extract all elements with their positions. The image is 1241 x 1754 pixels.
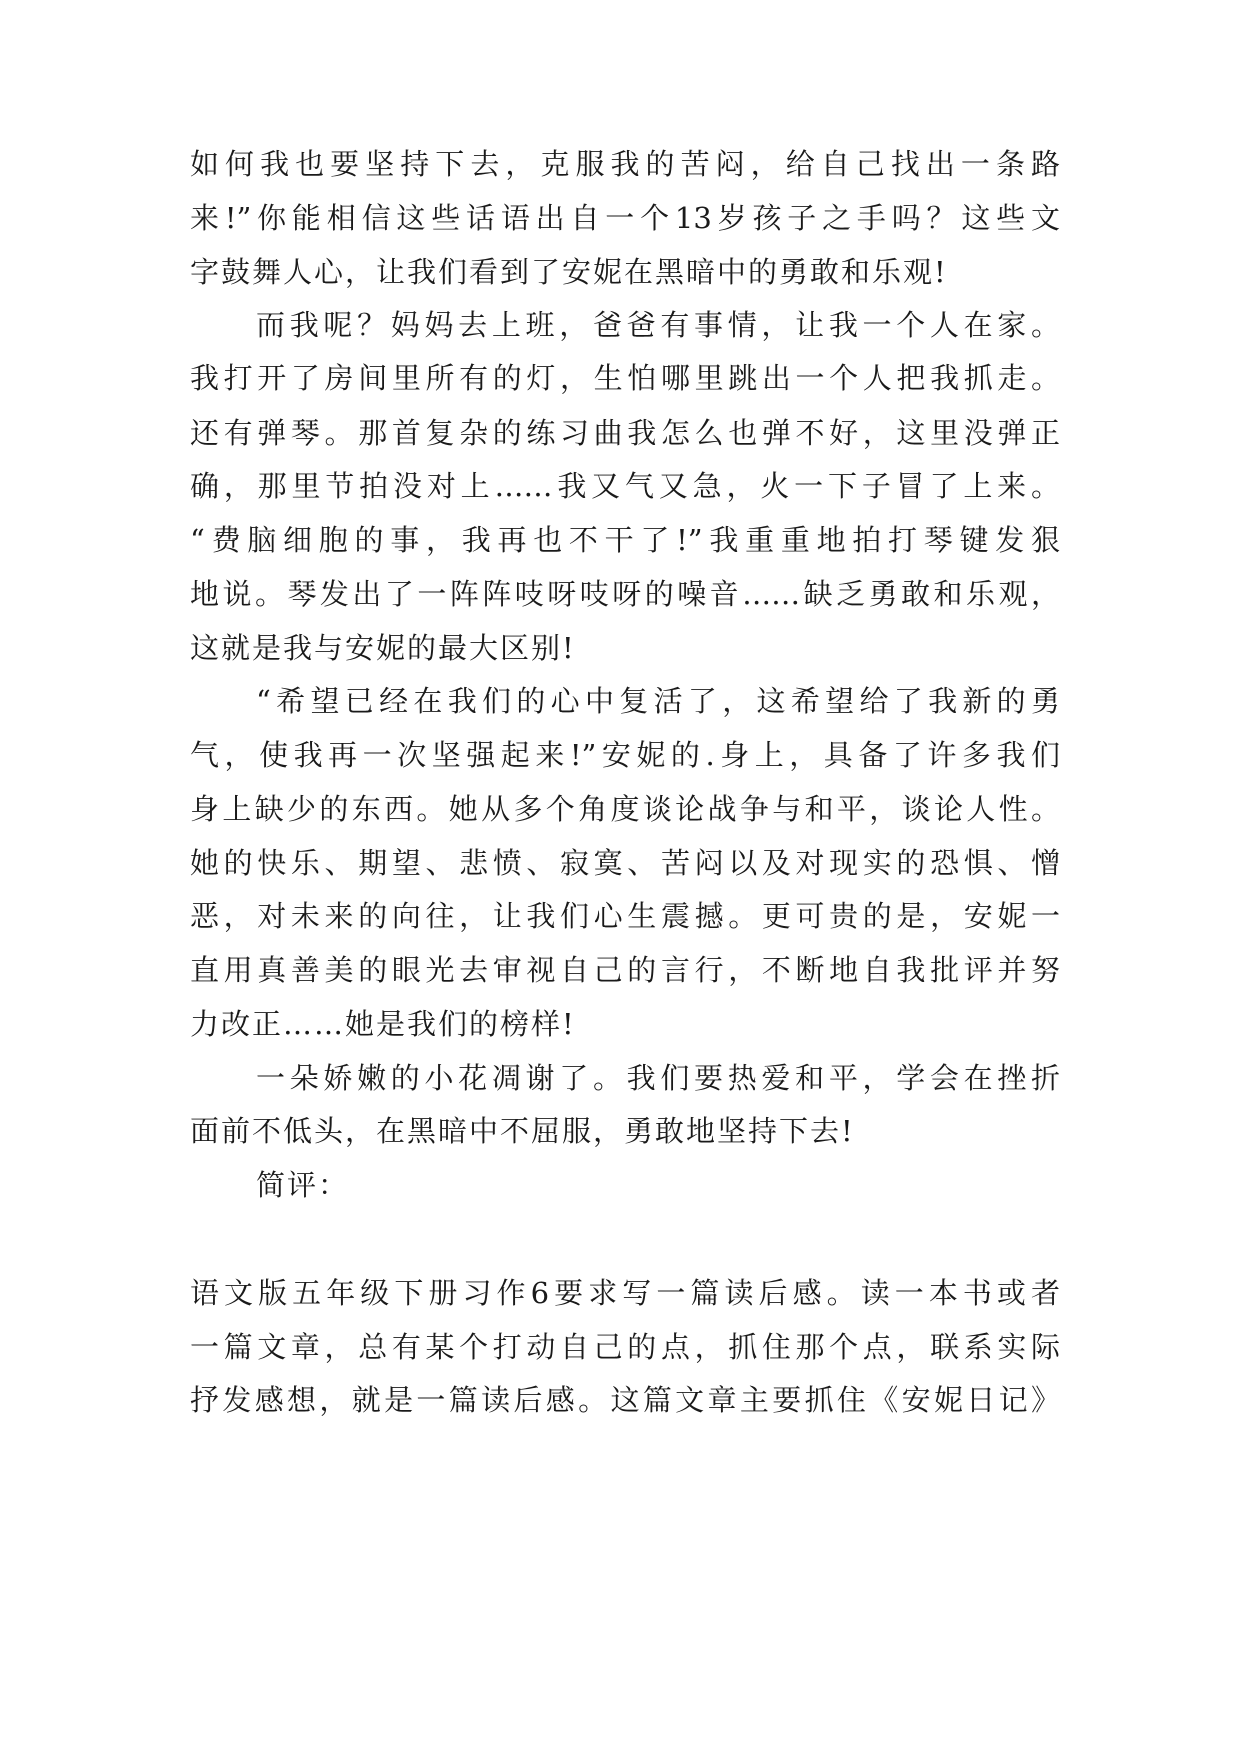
text-line: 字鼓舞人心，让我们看到了安妮在黑暗中的勇敢和乐观! (190, 255, 948, 289)
text-line: 直用真善美的眼光去审视自己的言行，不断地自我批评并努 (190, 953, 1060, 987)
text-line: 抒发感想，就是一篇读后感。这篇文章主要抓住《安妮日记》 (190, 1383, 1060, 1417)
text-line: 她的快乐、期望、悲愤、寂寞、苦闷以及对现实的恐惧、憎 (190, 846, 1060, 880)
text-line: 语文版五年级下册习作6要求写一篇读后感。读一本书或者 (190, 1276, 1060, 1310)
text-line: 还有弹琴。那首复杂的练习曲我怎么也弹不好，这里没弹正 (190, 416, 1060, 450)
text-line: 力改正……她是我们的榜样! (190, 1007, 576, 1041)
text-line: 而我呢？妈妈去上班，爸爸有事情，让我一个人在家。 (256, 308, 1060, 342)
text-line: 恶，对未来的向往，让我们心生震撼。更可贵的是，安妮一 (190, 899, 1060, 933)
text-line: 简评： (256, 1168, 350, 1202)
text-line: 这就是我与安妮的最大区别! (190, 631, 576, 665)
text-line: 一朵娇嫩的小花凋谢了。我们要热爱和平，学会在挫折 (256, 1061, 1060, 1095)
text-line: 确，那里节拍没对上……我又气又急，火一下子冒了上来。 (190, 469, 1060, 503)
text-line: 一篇文章，总有某个打动自己的点，抓住那个点，联系实际 (190, 1330, 1060, 1364)
text-line: “费脑细胞的事，我再也不干了!”我重重地拍打琴键发狠 (190, 523, 1060, 557)
text-line: 面前不低头，在黑暗中不屈服，勇敢地坚持下去! (190, 1114, 855, 1148)
text-line: 我打开了房间里所有的灯，生怕哪里跳出一个人把我抓走。 (190, 361, 1060, 395)
text-line: 地说。琴发出了一阵阵吱呀吱呀的噪音……缺乏勇敢和乐观， (190, 577, 1060, 611)
text-line: 身上缺少的东西。她从多个角度谈论战争与和平，谈论人性。 (190, 792, 1060, 826)
text-line: 气，使我再一次坚强起来!”安妮的.身上，具备了许多我们 (190, 738, 1060, 772)
text-line: 如何我也要坚持下去，克服我的苦闷，给自己找出一条路 (190, 147, 1060, 181)
text-line: “希望已经在我们的心中复活了，这希望给了我新的勇 (256, 684, 1060, 718)
text-line: 来!”你能相信这些话语出自一个13岁孩子之手吗？这些文 (190, 201, 1060, 235)
